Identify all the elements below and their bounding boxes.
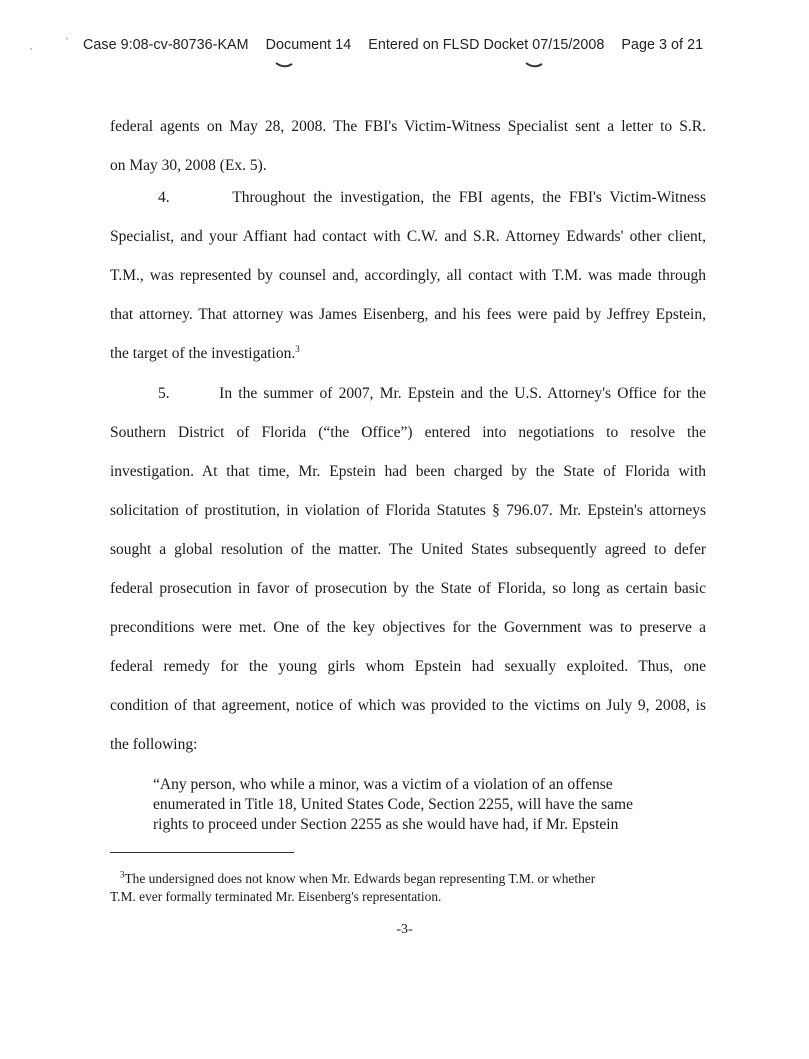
case-number: Case 9:08-cv-80736-KAM [83, 37, 249, 53]
body-line: the following: [110, 736, 198, 753]
docket-entry: Entered on FLSD Docket 07/15/2008 [368, 37, 605, 53]
body-line: Southern District of Florida (“the Office”) entered into negotiations to resolve the [110, 424, 706, 441]
body-line: sought a global resolution of the matter. The United States subsequently agreed to defer [110, 541, 706, 558]
footnote-ref: 3 [295, 343, 300, 354]
document-number: Document 14 [265, 37, 352, 53]
body-line: T.M., was represented by counsel and, accordingly, all contact with T.M. was made through [110, 267, 706, 284]
body-line: solicitation of prostitution, in violation of Florida Statutes § 796.07. Mr. Epstein's attorneys [110, 502, 706, 519]
page-count: Page 3 of 21 [621, 37, 704, 53]
footnote-line: T.M. ever formally terminated Mr. Eisenberg's representation. [110, 889, 442, 904]
body-line: that attorney. That attorney was James Eisenberg, and his fees were paid by Jeffrey Epstein, [110, 306, 706, 323]
body-line [110, 345, 300, 363]
footnote-separator [110, 852, 294, 853]
quote-line: rights to proceed under Section 2255 as she would have had, if Mr. Epstein [153, 816, 619, 833]
docket-header [83, 37, 703, 53]
footnote-text: The undersigned does not know when Mr. Edwards began representing T.M. or whether [124, 871, 596, 886]
page-number: -3- [396, 922, 413, 937]
body-line: federal prosecution in favor of prosecution by the State of Florida, so long as certain basic [110, 580, 706, 597]
body-line: federal agents on May 28, 2008. The FBI's Victim-Witness Specialist sent a letter to S.R. [110, 118, 706, 135]
scan-mark [275, 62, 293, 68]
footnote-marker: 3 [120, 869, 125, 880]
quote-line: “Any person, who while a minor, was a victim of a violation of an offense [153, 776, 613, 793]
scan-artifact: , [30, 42, 33, 51]
scan-artifact: ` [65, 38, 70, 48]
body-line: Specialist, and your Affiant had contact with C.W. and S.R. Attorney Edwards' other client, [110, 228, 706, 245]
quote-line: enumerated in Title 18, United States Code, Section 2255, will have the same [153, 796, 633, 813]
paragraph-5-start: 5. In the summer of 2007, Mr. Epstein and the U.S. Attorney's Office for the [158, 385, 706, 402]
paragraph-4-start: 4. Throughout the investigation, the FBI agents, the FBI's Victim-Witness [158, 189, 706, 206]
body-line: on May 30, 2008 (Ex. 5). [110, 157, 267, 174]
body-line: condition of that agreement, notice of which was provided to the victims on July 9, 2008, is [110, 697, 706, 714]
footnote-line [120, 871, 595, 887]
body-text: the target of the investigation. [110, 345, 296, 362]
body-line: federal remedy for the young girls whom Epstein had sexually exploited. Thus, one [110, 658, 706, 675]
scan-mark [525, 62, 543, 68]
body-line: investigation. At that time, Mr. Epstein had been charged by the State of Florida with [110, 463, 706, 480]
body-line: preconditions were met. One of the key objectives for the Government was to preserve a [110, 619, 706, 636]
